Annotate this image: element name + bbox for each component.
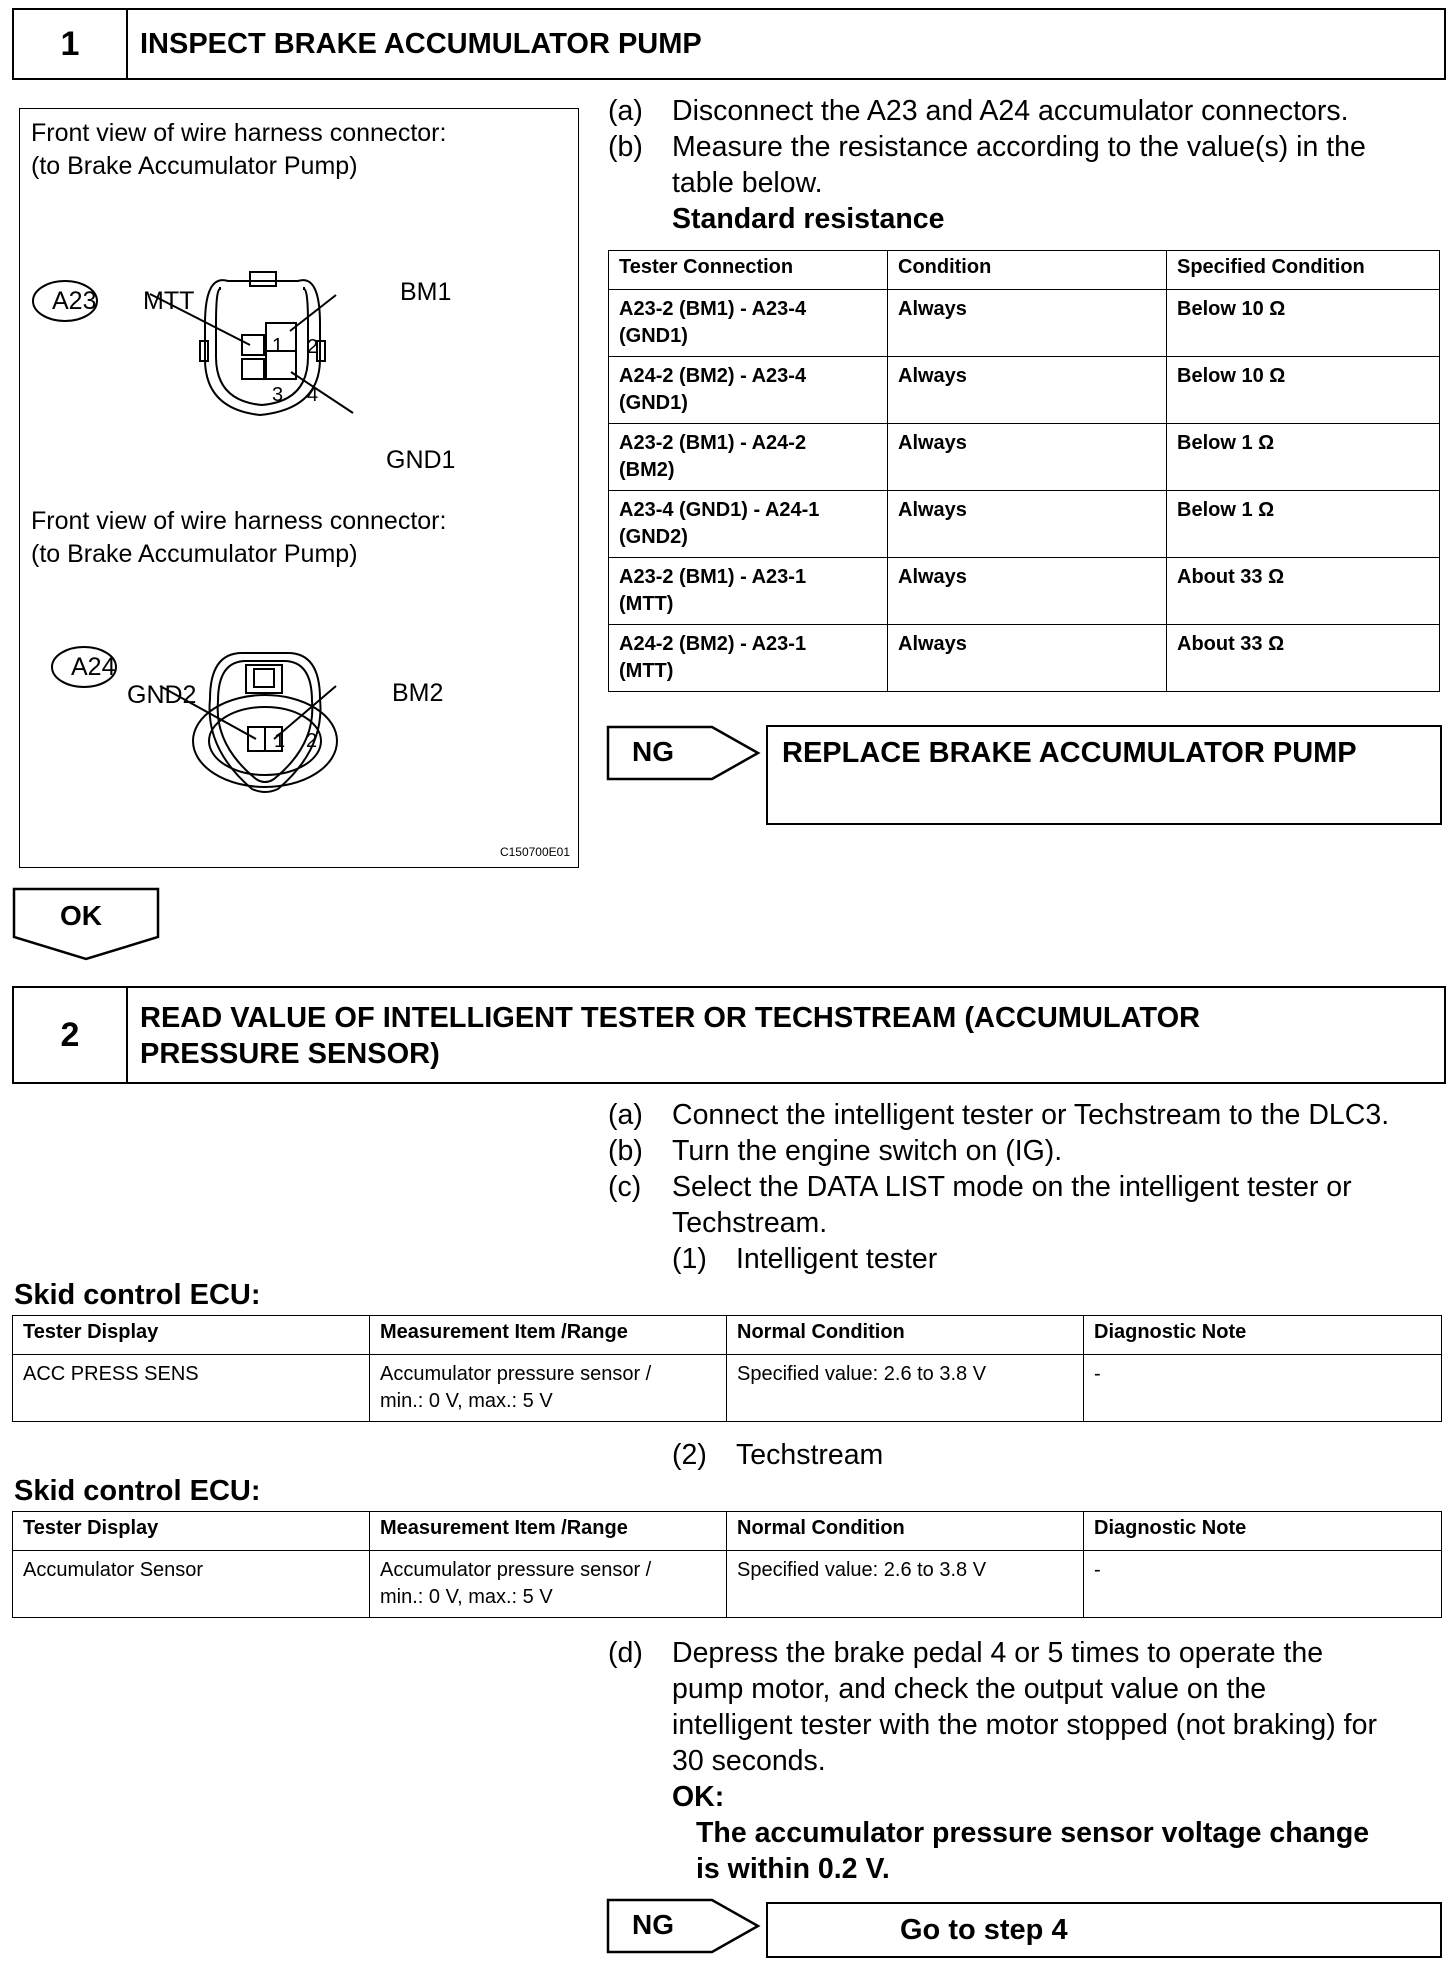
ok-criteria-line1: The accumulator pressure sensor voltage change (696, 1817, 1370, 1849)
step2-instruction-b: (b) Turn the engine switch on (IG). (608, 1135, 1063, 1167)
step1-header (12, 8, 1446, 80)
ok-heading: OK: (672, 1781, 725, 1813)
table-row: Accumulator Sensor Accumulator pressure sensor / min.: 0 V, max.: 5 V Specified value: 2.6 to 3.8 V - (13, 1551, 1442, 1618)
a23-pin-2: 2 (307, 336, 319, 358)
resistance-table (608, 250, 1440, 692)
a23-pin-3: 3 (272, 384, 284, 406)
ecu-label-2: Skid control ECU: (14, 1475, 261, 1507)
table-row: A23-4 (GND1) - A24-1 (GND2) Always Below 1 Ω (609, 491, 1440, 558)
table-header-row: Tester Display Measurement Item /Range Normal Condition Diagnostic Note (13, 1512, 1442, 1551)
connector-diagram (20, 109, 577, 866)
gnd1-label: GND1 (386, 446, 456, 474)
table-row: A23-2 (BM1) - A23-1 (MTT) Always About 33 Ω (609, 558, 1440, 625)
figure-caption-1b: (to Brake Accumulator Pump) (31, 152, 358, 180)
connector-figure (19, 108, 579, 868)
step2-number: 2 (14, 988, 128, 1082)
table-row: A23-2 (BM1) - A23-4 (GND1) Always Below 10 Ω (609, 290, 1440, 357)
step2-header (12, 986, 1446, 1084)
bm2-label: BM2 (392, 679, 444, 707)
ng-arrow-1 (606, 725, 766, 785)
step1-instruction-a: (a) Disconnect the A23 and A24 accumulator connectors. (608, 95, 1349, 127)
a23-pin-4: 4 (307, 384, 319, 406)
replace-pump-result: REPLACE BRAKE ACCUMULATOR PUMP (766, 725, 1442, 825)
gnd2-label: GND2 (127, 681, 197, 709)
step2-instruction-c: (c) Select the DATA LIST mode on the intelligent tester or (608, 1171, 1352, 1203)
sub-intelligent-tester: (1) Intelligent tester (672, 1243, 938, 1275)
a24-label: A24 (71, 653, 116, 681)
step1-instruction-b: (b) Measure the resistance according to the value(s) in the (608, 131, 1366, 163)
ng-label-2: NG (632, 1909, 674, 1940)
table-row: A24-2 (BM2) - A23-4 (GND1) Always Below 10 Ω (609, 357, 1440, 424)
a23-pin-1: 1 (272, 335, 284, 357)
ecu-label-1: Skid control ECU: (14, 1279, 261, 1311)
figure-caption-2b: (to Brake Accumulator Pump) (31, 540, 358, 568)
table-row: A24-2 (BM2) - A23-1 (MTT) Always About 33 Ω (609, 625, 1440, 692)
mtt-label: MTT (143, 287, 195, 315)
step1-title: INSPECT BRAKE ACCUMULATOR PUMP (140, 28, 702, 60)
figure-caption-2a: Front view of wire harness connector: (31, 507, 447, 535)
a24-pin-2: 2 (306, 730, 318, 752)
bm1-label: BM1 (400, 278, 452, 306)
step2-instruction-c-cont: Techstream. (672, 1207, 828, 1239)
step1-number: 1 (14, 10, 128, 78)
step2-instruction-d: (d) Depress the brake pedal 4 or 5 times to operate the pump motor, and check the output value on the intelligent tester with the motor stopped (not braking) for 30 seconds. (608, 1637, 1377, 1777)
ng-label-1: NG (632, 736, 674, 767)
step1-instruction-b-cont: table below. (672, 167, 823, 199)
a24-pin-1: 1 (274, 730, 286, 752)
ok-label: OK (60, 900, 102, 931)
data-list-table-1 (12, 1315, 1442, 1422)
table-row: A23-2 (BM1) - A24-2 (BM2) Always Below 1 Ω (609, 424, 1440, 491)
col-condition: Condition (888, 251, 1167, 290)
col-tester-connection: Tester Connection (609, 251, 888, 290)
table-header-row (609, 251, 1440, 290)
step2-title: READ VALUE OF INTELLIGENT TESTER OR TECHSTREAM (ACCUMULATOR PRESSURE SENSOR) (140, 1002, 1201, 1070)
ok-criteria-line2: is within 0.2 V. (696, 1853, 890, 1885)
step2-instruction-a: (a) Connect the intelligent tester or Techstream to the DLC3. (608, 1099, 1390, 1131)
sub-techstream: (2) Techstream (672, 1439, 884, 1471)
table-header-row: Tester Display Measurement Item /Range Normal Condition Diagnostic Note (13, 1316, 1442, 1355)
figure-code: C150700E01 (499, 845, 570, 859)
go-to-step4-result: Go to step 4 (766, 1902, 1442, 1958)
data-list-table-2 (12, 1511, 1442, 1618)
col-specified-condition: Specified Condition (1167, 251, 1440, 290)
standard-resistance-label: Standard resistance (672, 203, 945, 235)
figure-caption-1a: Front view of wire harness connector: (31, 119, 447, 147)
table-row: ACC PRESS SENS Accumulator pressure sensor / min.: 0 V, max.: 5 V Specified value: 2.6 to 3.8 V - (13, 1355, 1442, 1422)
a23-label: A23 (52, 287, 97, 315)
ng-arrow-2 (606, 1898, 766, 1958)
